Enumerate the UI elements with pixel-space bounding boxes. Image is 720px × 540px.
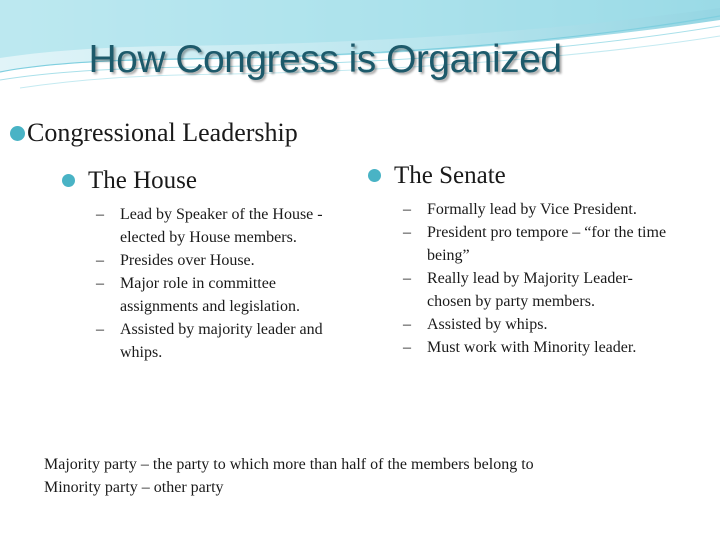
dash-bullet: –	[96, 321, 104, 338]
list-item	[403, 336, 673, 359]
list-item	[403, 267, 673, 313]
list-item	[96, 249, 356, 272]
dash-bullet: –	[96, 275, 104, 292]
list-item	[403, 313, 673, 336]
list-item-text: Lead by Speaker of the House - elected by House members.	[120, 206, 323, 246]
house-heading	[62, 167, 197, 195]
list-item-text: Assisted by whips.	[427, 316, 548, 333]
list-item-text: Assisted by majority leader and whips.	[120, 321, 323, 361]
filled-circle-bullet-icon	[62, 174, 75, 187]
list-item-text: Major role in committee assignments and legislation.	[120, 275, 300, 315]
minority-party-definition: Minority party – other party	[44, 479, 224, 496]
dash-bullet: –	[403, 270, 411, 287]
list-item-text: Formally lead by Vice President.	[427, 201, 637, 218]
dash-bullet: –	[96, 206, 104, 223]
senate-heading-text: The Senate	[394, 162, 506, 189]
senate-heading	[368, 162, 506, 190]
majority-party-definition: Majority party – the party to which more than half of the members belong to	[44, 456, 534, 473]
dash-bullet: –	[403, 201, 411, 218]
dash-bullet: –	[403, 339, 411, 356]
list-item	[403, 221, 673, 267]
list-item-text: Presides over House.	[120, 252, 255, 269]
list-item	[96, 272, 356, 318]
list-item-text: Must work with Minority leader.	[427, 339, 637, 356]
list-item-text: President pro tempore – “for the time being”	[427, 224, 667, 264]
footer-definitions	[44, 453, 534, 499]
list-item-text: Really lead by Majority Leader- chosen by party members.	[427, 270, 633, 310]
list-item	[96, 318, 356, 364]
house-heading-text: The House	[88, 167, 197, 194]
slide-title: How Congress is Organized	[88, 38, 562, 81]
list-item	[96, 203, 356, 249]
filled-circle-bullet-icon	[10, 126, 25, 141]
filled-circle-bullet-icon	[368, 169, 381, 182]
dash-bullet: –	[403, 224, 411, 241]
senate-bullet-list	[403, 198, 673, 359]
congressional-leadership-text: Congressional Leadership	[27, 118, 298, 147]
dash-bullet: –	[403, 316, 411, 333]
congressional-leadership-bullet	[10, 118, 298, 148]
house-bullet-list	[96, 203, 356, 364]
dash-bullet: –	[96, 252, 104, 269]
list-item	[403, 198, 673, 221]
